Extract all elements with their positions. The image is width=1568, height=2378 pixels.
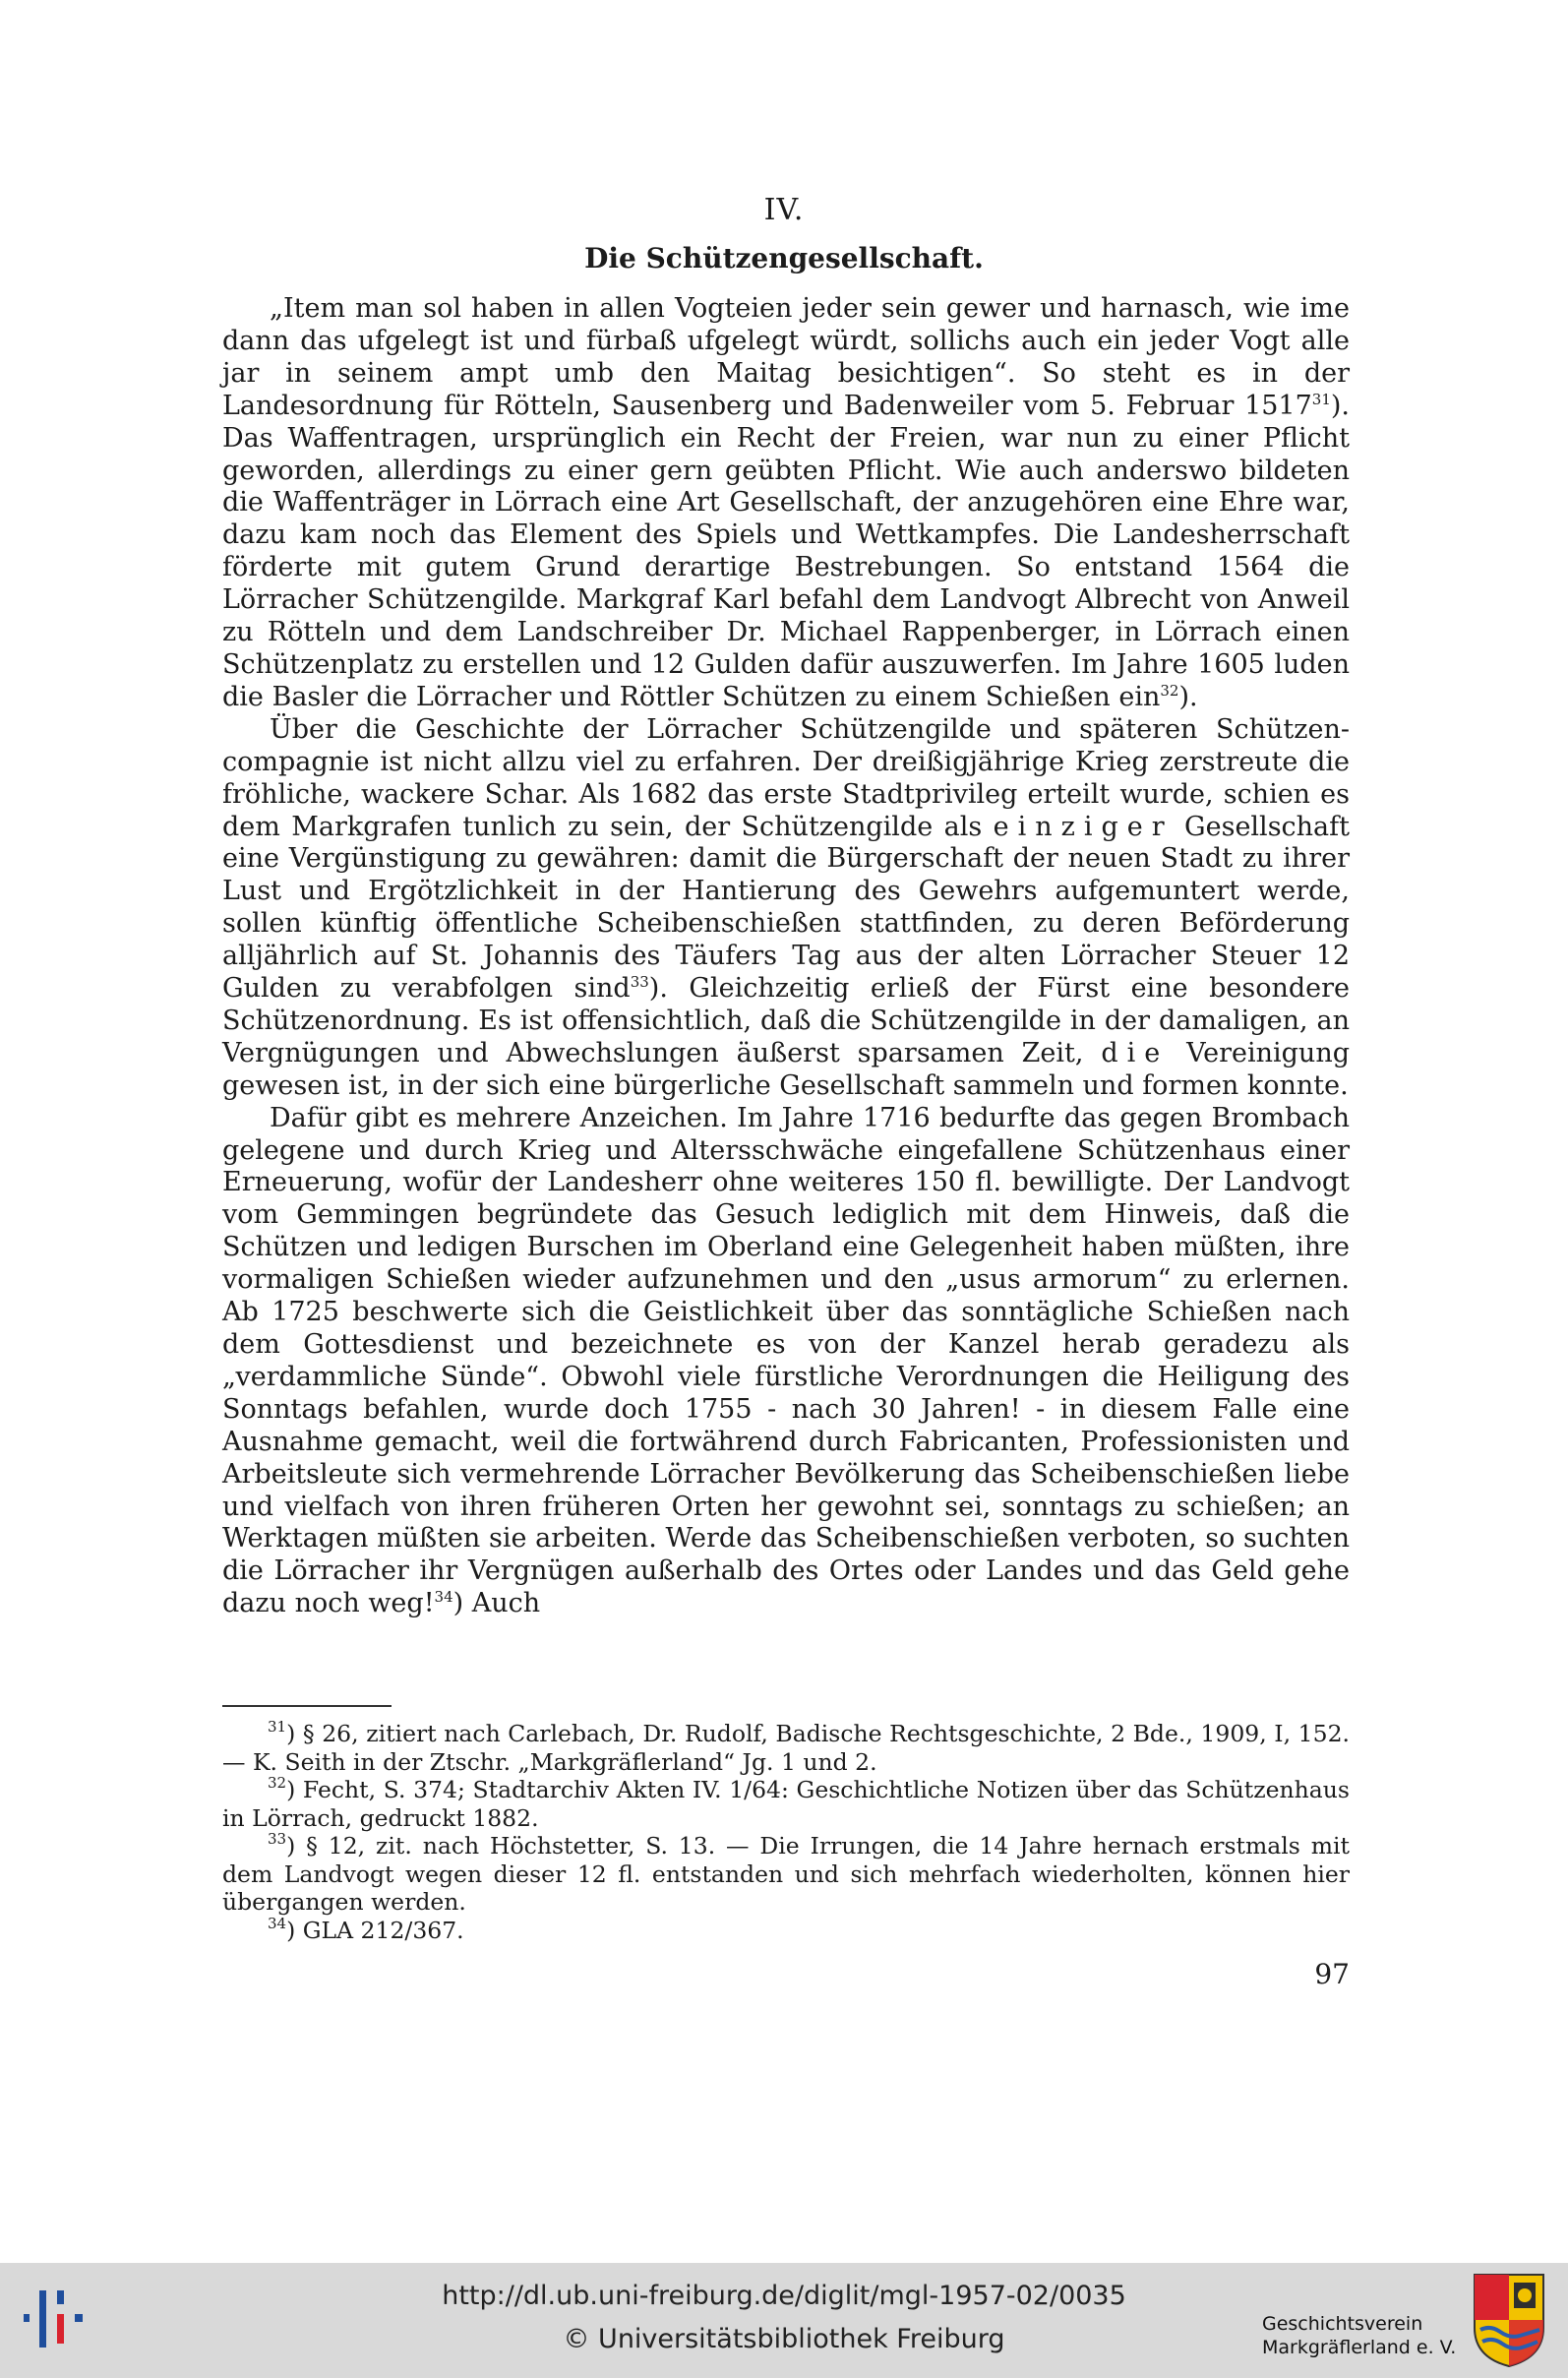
footnote [222,1832,1350,1917]
paragraph [222,1103,1350,1621]
footnote-number: 33 [268,1830,287,1848]
footer-bar [0,2263,1568,2378]
footer-copyright: © Universitätsbibliothek Freiburg [563,2324,1005,2354]
footnote-number: 31 [268,1718,287,1736]
body-text [222,293,1350,1620]
text-run: Vereinigung gewesen ist, in der sich eine bürgerliche Gesellschaft sammeln und formen konnte. [222,1037,1350,1101]
footnote-separator [222,1705,392,1707]
text-run: ). Gleichzeitig erließ der Fürst eine besondere Schützenordnung. Es ist offensichtlich, daß die Schützengilde in der damaligen, an Vergnügungen und Abwechslungen äußerst sparsamen Zeit, [222,973,1351,1068]
footnote [222,1776,1350,1832]
spaced-emphasis: einziger [993,811,1174,842]
text-run: ) Auch [452,1588,541,1619]
text-run: Dafür gibt es mehrere Anzeichen. Im Jahre 1716 bedurfte das gegen Brombach gelegene und durch Krieg und Altersschwäche eingefallene Schützenhaus einer Erneuerung, wofür der Landesherr ohne weiteres 150 fl. bewilligte. Der Landvogt vom Gemmingen begründete das Gesuch lediglich mit dem Hinweis, daß die Schützen und ledigen Burschen im Oberland eine Gelegenheit haben müßten, ihre vormaligen Schießen wieder aufzunehmen und den „usus armorum“ zu erlernen. Ab 1725 beschwerte sich die Geistlichkeit über das sonntägliche Schießen nach dem Gottesdienst und bezeichnete es von der Kanzel herab geradezu als „verdammliche Sünde“. Obwohl viele fürstliche Verordnungen die Heiligung des Sonntags befahlen, wurde doch 1755 - nach 30 Jahren! - in diesem Falle eine Ausnahme gemacht, weil die fortwährend durch Fabricanten, Professionisten und Arbeitsleute sich vermehrende Lörracher Bevölkerung das Scheibenschießen liebe und vielfach von ihren früheren Orten her gewohnt sei, sonntags zu schießen; an Werktagen müßten sie arbeiten. Werde das Scheibenschießen verboten, so suchten die Lörracher ihr Vergnügen außerhalb des Ortes oder Landes und das Geld gehe dazu noch weg! [222,1102,1350,1619]
chapter-number: IV. [763,193,805,227]
footnote-number: 32 [268,1774,287,1792]
footnote-reference: 31 [1311,390,1331,408]
footnote-text: ) § 12, zit. nach Höchstetter, S. 13. — Die Irrungen, die 14 Jahre hernach erstmals mit dem Landvogt wegen dieser 12 fl. entstanden und sich mehrfach wiederholten, können hier übergangen werden. [222,1832,1350,1916]
text-run: Über die Geschichte der Lörracher Schützengilde und späteren Schützencompagnie ist nicht allzu viel zu erfahren. Der dreißigjährige Krieg zerstreute die fröhliche, wackere Schar. Als 1682 das erste Stadtprivileg erteilt wurde, schien es dem Markgrafen tunlich zu sein, der Schützengilde als [222,713,1350,842]
organization-name-line1: Geschichtsverein [1262,2313,1423,2335]
footnote [222,1914,1350,1945]
footnote-reference: 34 [434,1588,453,1607]
text-run: ). [1178,681,1198,712]
text-run: Gesellschaft eine Vergünstigung zu gewähren: damit die Bürgerschaft der neuen Stadt zu ihrer Lust und Ergötzlichkeit in der Hantierung des Gewehrs aufgemuntert werde, sollen künftig öffentliche Scheibenschießen stattfinden, zu deren Beförderung alljährlich auf St. Johannis des Täufers Tag aus der alten Lörracher Steuer 12 Gulden zu verabfolgen sind [222,811,1350,1005]
footnote-text: ) § 26, zitiert nach Carlebach, Dr. Rudolf, Badische Rechtsgeschichte, 2 Bde., 1909, I, 152. — K. Seith in der Ztschr. „Markgräflerland“ Jg. 1 und 2. [222,1720,1350,1776]
footnote [222,1720,1350,1776]
paragraph [222,714,1350,1103]
organization-name-line2: Markgräflerland e. V. [1262,2337,1457,2358]
chapter-title: Die Schützengesellschaft. [584,242,984,274]
footnote-text: ) Fecht, S. 374; Stadtarchiv Akten IV. 1/64: Geschichtliche Notizen über das Schützenhaus in Lörrach, gedruckt 1882. [222,1776,1350,1832]
footnote-reference: 33 [630,973,649,992]
footnote-text: ) GLA 212/367. [286,1916,464,1944]
footnotes [222,1720,1350,1944]
page-number: 97 [1314,1958,1350,1990]
text-run: „Item man sol haben in allen Vogteien jeder sein gewer und harnasch, wie ime dann das ufgelegt ist und fürbaß ufgelegt würdt, sollichs auch ein jeder Vogt alle jar in seinem ampt umb den Maitag besichtigen“. So steht es in der Landesordnung für Rötteln, Sausenberg und Badenweiler vom 5. Februar 1517 [222,293,1350,421]
footer-url[interactable]: http://dl.ub.uni-freiburg.de/diglit/mgl-1957-02/0035 [442,2281,1126,2311]
organization-name [1262,2312,1469,2359]
text-run: ). Das Waffentragen, ursprünglich ein Recht der Freien, war nun zu einer Pflicht geworden, allerdings zu einer gern geübten Pflicht. Wie auch anderswo bildeten die Waffenträger in Lörrach eine Art Gesellschaft, der anzugehören eine Ehre war, dazu kam noch das Element des Spiels und Wettkampfes. Die Landesherrschaft förderte mit gutem Grund derartige Bestrebungen. So entstand 1564 die Lörracher Schützengilde. Markgraf Karl befahl dem Landvogt Albrecht von Anweil zu Rötteln und dem Landschreiber Dr. Michael Rappenberger, in Lörrach einen Schützenplatz zu erstellen und 12 Gulden dafür auszuwerfen. Im Jahre 1605 luden die Basler die Lörracher und Röttler Schützen zu einem Schießen ein [222,390,1350,712]
paragraph [222,293,1350,714]
footnote-number: 34 [268,1914,287,1932]
coat-of-arms-icon [1471,2271,1547,2369]
spaced-emphasis: die [1101,1037,1170,1068]
footnote-reference: 32 [1160,681,1179,700]
